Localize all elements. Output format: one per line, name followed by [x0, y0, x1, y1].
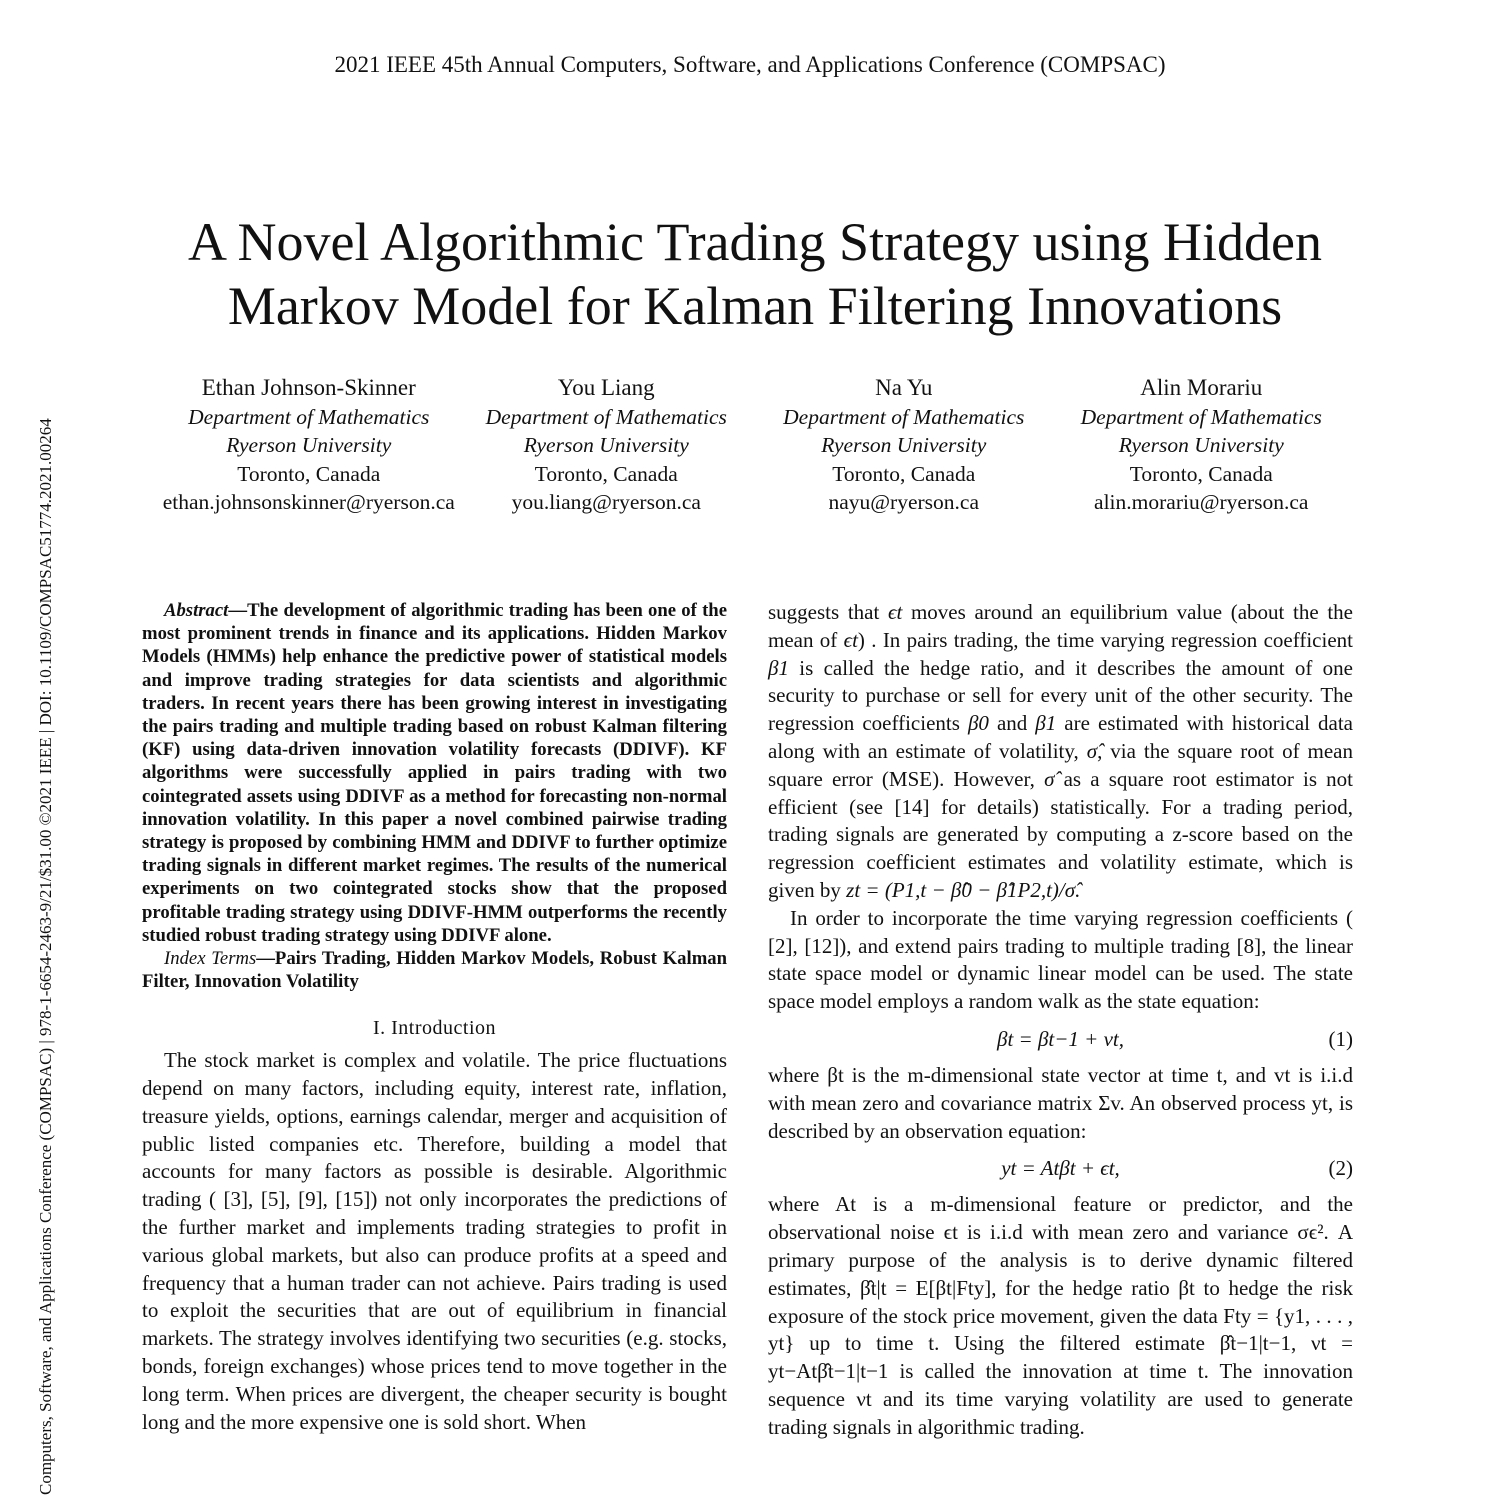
author-name: Alin Morariu — [1140, 375, 1263, 400]
abstract — [142, 599, 727, 947]
title-line-1: A Novel Algorithmic Trading Strategy using Hidden — [188, 212, 1322, 272]
author-univ: Ryerson University — [226, 433, 392, 457]
doi-sidebar: Computers, Software, and Applications Conference (COMPSAC) | 978-1-6654-2463-9/21/$31.00 ©2021 IEEE | DOI: 10.1109/COMPSAC51774.2021.00264 — [36, 418, 55, 1495]
index-terms — [142, 947, 727, 993]
equation-1 — [768, 1016, 1353, 1062]
author-1 — [160, 374, 458, 517]
author-dept: Department of Mathematics — [485, 404, 727, 429]
author-email[interactable]: you.liang@ryerson.ca — [511, 490, 701, 514]
equation-2 — [768, 1145, 1353, 1191]
author-dept: Department of Mathematics — [783, 404, 1025, 429]
author-block — [160, 374, 1350, 517]
symbol-beta1: β1 — [768, 655, 789, 680]
author-dept: Department of Mathematics — [188, 404, 430, 429]
right-paragraph-1: suggests that ϵt moves around an equilibrium value (about the the mean of ϵt) . In pairs trading, the time varying regression coefficient β1 is called the hedge ratio, and it describes the amount of one security to purchase or sell for every unit of the other security. The regression coefficients β0 and β1 are estimated with historical data along with an estimate of volatility, σ̂, via the square root of mean square error (MSE). However, σ̂ as a square root estimator is not efficient (see [14] for details) statistically. For a trading period, trading signals are generated by computing a z-score based on the regression coefficient estimates and volatility estimate, which is given by zt = (P1,t − β̂0 − β̂1P2,t)/σ̂. — [768, 600, 1354, 902]
equation-2-number: (2) — [1328, 1156, 1353, 1181]
index-terms-text: —Pairs Trading, Hidden Markov Models, Robust Kalman Filter, Innovation Volatility — [142, 948, 727, 993]
symbol-sigma-hat: σ̂ — [1086, 738, 1098, 763]
author-email[interactable]: alin.morariu@ryerson.ca — [1094, 490, 1309, 514]
author-city: Toronto, Canada — [237, 461, 381, 486]
symbol-sigma-hat: σ̂ — [1044, 766, 1055, 791]
right-paragraph-2: In order to incorporate the time varying regression coefficients ( [2], [12]), and extend pairs trading to multiple trading [8], the linear state space model or dynamic linear model can be used. The state space model employs a random walk as the state equation: — [768, 905, 1353, 1014]
symbol-epsilon: ϵt — [888, 600, 903, 624]
author-univ: Ryerson University — [523, 433, 689, 457]
conference-header: 2021 IEEE 45th Annual Computers, Software, and Applications Conference (COMPSAC) — [334, 52, 1166, 77]
symbol-beta0: β0 — [967, 711, 989, 736]
author-univ: Ryerson University — [821, 433, 987, 457]
abstract-lead: Abstract — [164, 600, 229, 621]
z-score-formula: zt = (P1,t − β̂0 − β̂1P2,t)/σ̂. — [846, 877, 1081, 902]
equation-2-body: yt = Atβt + ϵt, — [1001, 1156, 1120, 1181]
author-name: You Liang — [557, 375, 655, 400]
author-name: Na Yu — [875, 375, 933, 400]
author-univ: Ryerson University — [1118, 433, 1284, 457]
author-email[interactable]: nayu@ryerson.ca — [828, 490, 980, 514]
left-column — [142, 599, 727, 1436]
title-line-2: Markov Model for Kalman Filtering Innovations — [227, 276, 1283, 336]
author-4 — [1053, 374, 1351, 517]
author-city: Toronto, Canada — [1129, 461, 1273, 486]
index-terms-lead: Index Terms — [164, 948, 257, 970]
author-email[interactable]: ethan.johnsonskinner@ryerson.ca — [162, 490, 455, 514]
equation-1-number: (1) — [1328, 1026, 1353, 1051]
abstract-text: —The development of algorithmic trading has been one of the most prominent trends in finance and its applications. Hidden Markov Models (HMMs) help enhance the predictive power of statistical models and improve trading strategies for data scientists and algorithmic traders. In recent years there has been growing interest in investigating the pairs trading and multiple trading based on robust Kalman filtering (KF) using data-driven innovation volatility forecasts (DDIVF). KF algorithms were successfully applied in pairs trading with two cointegrated assets using DDIVF as a method for forecasting non-normal innovation volatility. In this paper a novel combined pairwise trading strategy is proposed by combining HMM and DDIVF to further optimize trading signals in different market regimes. The results of the numerical experiments on two cointegrated stocks show that the proposed profitable trading strategy using DDIVF-HMM outperforms the recently studied robust trading strategy using DDIVF alone. — [142, 600, 727, 946]
right-paragraph-4: where At is a m-dimensional feature or predictor, and the observational noise ϵt is i.i.d with mean zero and variance σϵ². A primary purpose of the analysis is to derive dynamic filtered estimates, β̂t|t = E[βt|Fty], for the hedge ratio βt to hedge the risk exposure of the stock price movement, given the data Fty = {y1, . . . , yt} up to time t. Using the filtered estimate β̂t−1|t−1, νt = yt−Atβ̂t−1|t−1 is called the innovation at time t. The innovation sequence νt and its time varying volatility are used to generate trading signals in algorithmic trading. — [768, 1192, 1353, 1439]
right-column — [768, 599, 1353, 1442]
intro-paragraph: The stock market is complex and volatile. The price fluctuations depend on many factors, including equity, interest rate, inflation, treasure yields, options, earnings calendar, merger and acquisition of public listed companies etc. Therefore, building a model that accounts for many factors as possible is desirable. Algorithmic trading ( [3], [5], [9], [15]) not only incorporates the predictions of the further market and implements trading strategies to profit in various global markets, but also can produce profits at a speed and frequency that a human trader can not achieve. Pairs trading is used to exploit the securities that are out of equilibrium in financial markets. The strategy involves identifying two securities (e.g. stocks, bonds, foreign exchanges) whose prices tend to move together in the long term. When prices are divergent, the cheaper security is bought long and the more expensive one is sold short. When — [142, 1048, 727, 1434]
author-city: Toronto, Canada — [534, 461, 678, 486]
section-heading: I. Introduction — [372, 1017, 497, 1040]
equation-1-body: βt = βt−1 + vt, — [996, 1026, 1124, 1051]
author-name: Ethan Johnson-Skinner — [201, 375, 416, 400]
right-paragraph-3: where βt is the m-dimensional state vector at time t, and vt is i.i.d with mean zero and covariance matrix Σv. An observed process yt, is described by an observation equation: — [768, 1062, 1353, 1143]
author-2 — [458, 374, 756, 517]
symbol-beta1: β1 — [1035, 711, 1057, 736]
author-dept: Department of Mathematics — [1080, 404, 1322, 429]
author-3 — [755, 374, 1053, 517]
paper-title — [100, 210, 1410, 338]
author-city: Toronto, Canada — [832, 461, 976, 486]
symbol-epsilon: ϵt — [843, 627, 858, 652]
